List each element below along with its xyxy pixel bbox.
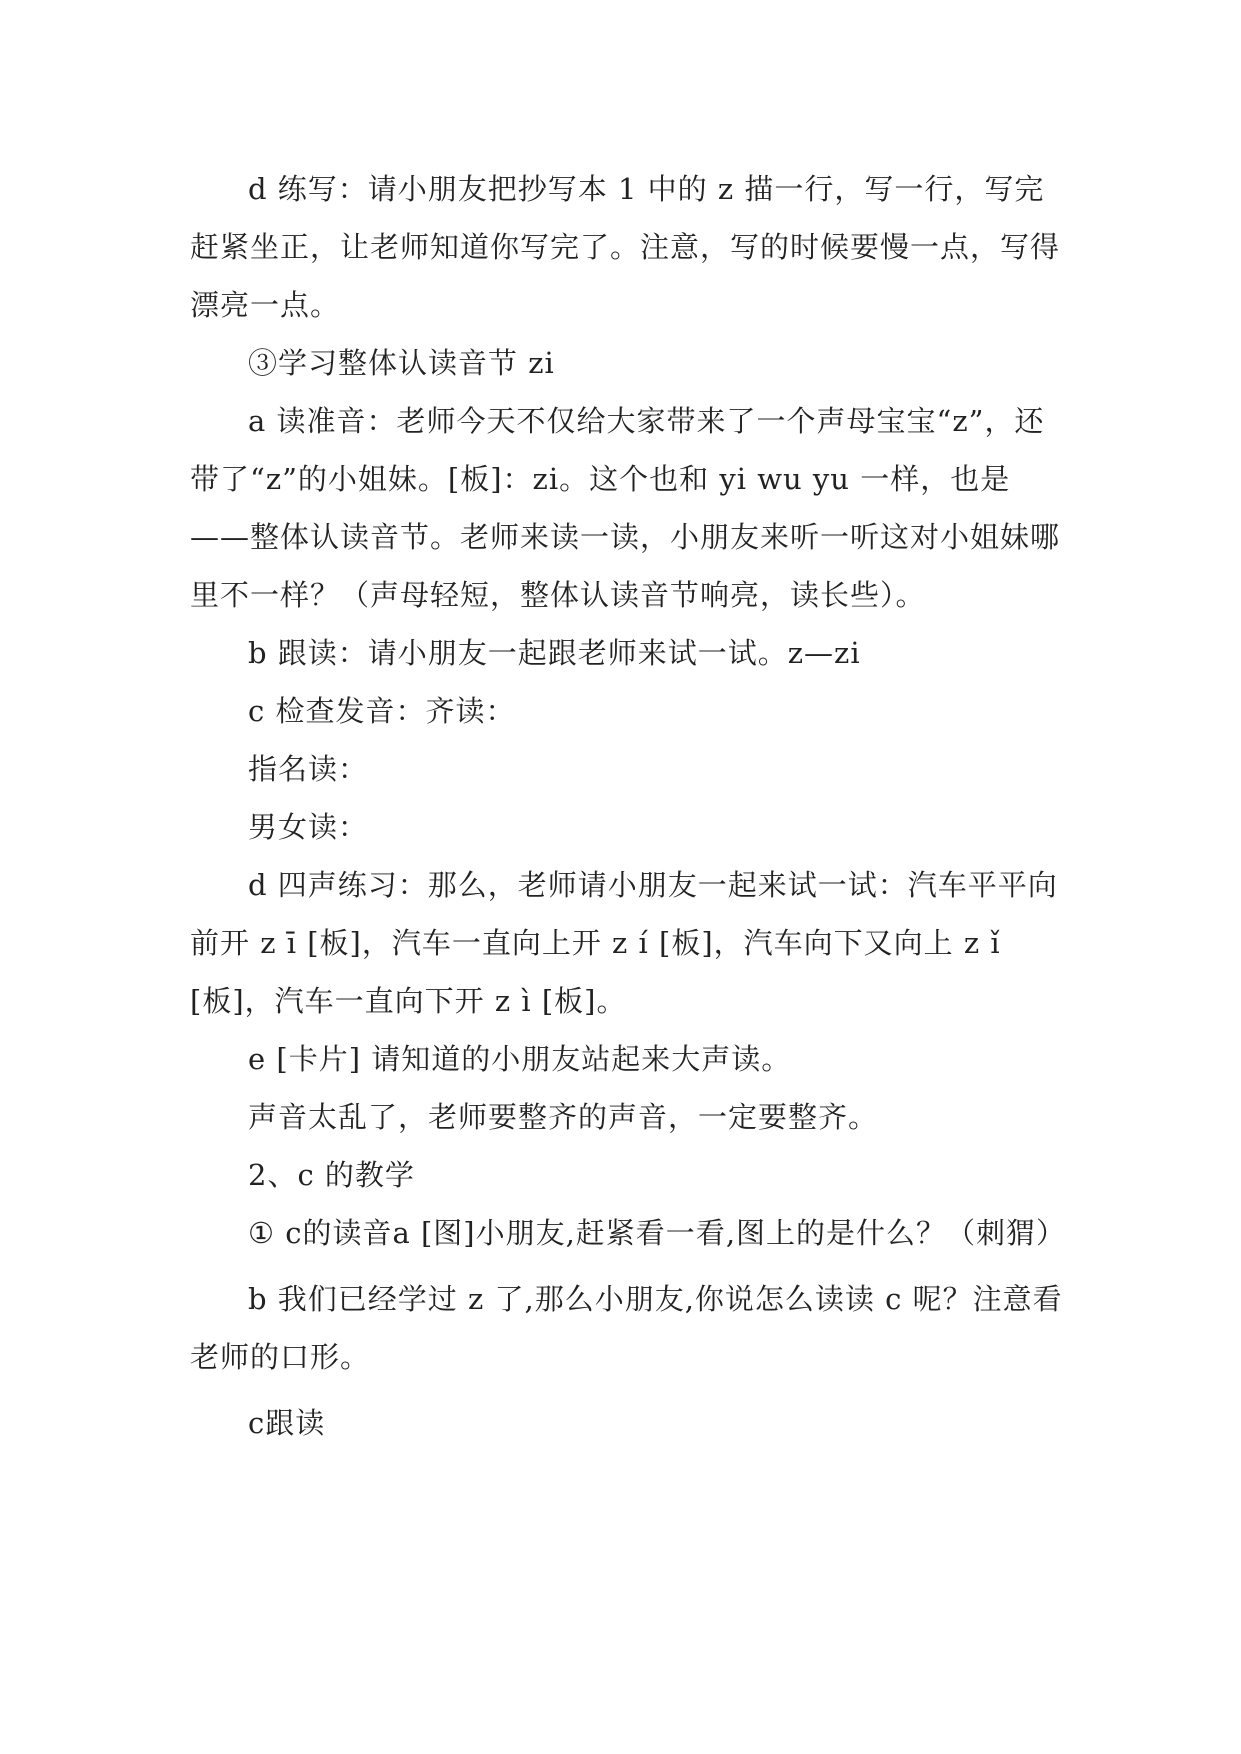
paragraph-heading-c-teaching: 2、c 的教学 [248,1158,415,1192]
paragraph-card-reading: e [卡片] 请知道的小朋友站起来大声读。 [248,1042,792,1076]
paragraph-read-zi: a 读准音：老师今天不仅给大家带来了一个声母宝宝“z”，还带了“z”的小姐妹。[板]：zi。这个也和 yi wu yu 一样，也是——整体认读音节。老师来读一读，小朋友来听一听这对小姐妹哪里不一样？（声母轻短，整体认读音节响亮，读长些）。 [190,404,1061,612]
paragraph-how-to-read-c: b 我们已经学过 z 了,那么小朋友,你说怎么读读 c 呢？注意看老师的口形。 [190,1282,1063,1374]
paragraph-check-pronunciation: c 检查发音：齐读： [248,694,516,728]
paragraph-boys-girls-reading: 男女读： [248,810,369,844]
paragraph-practice-writing-z: d 练写：请小朋友把抄写本 1 中的 z 描一行，写一行，写完赶紧坐正，让老师知道你写完了。注意，写的时候要慢一点，写得漂亮一点。 [190,172,1061,322]
document-body [190,160,1070,1452]
paragraph-voice-order: 声音太乱了，老师要整齐的声音，一定要整齐。 [248,1100,879,1134]
paragraph-heading-learn-zi: ③学习整体认读音节 zi [248,346,555,380]
paragraph-c-follow-read: c跟读 [248,1406,326,1440]
paragraph-four-tones: d 四声练习：那么，老师请小朋友一起来试一试：汽车平平向前开 z ī [板]，汽车一直向上开 z í [板]，汽车向下又向上 z ǐ [板]，汽车一直向下开 z ì [板]。 [190,868,1058,1018]
paragraph-follow-read: b 跟读：请小朋友一起跟老师来试一试。z—zi [248,636,861,670]
paragraph-c-sound-picture: ① c的读音a [图]小朋友,赶紧看一看,图上的是什么？（刺猬） [248,1216,1067,1250]
paragraph-named-reading: 指名读： [248,752,369,786]
